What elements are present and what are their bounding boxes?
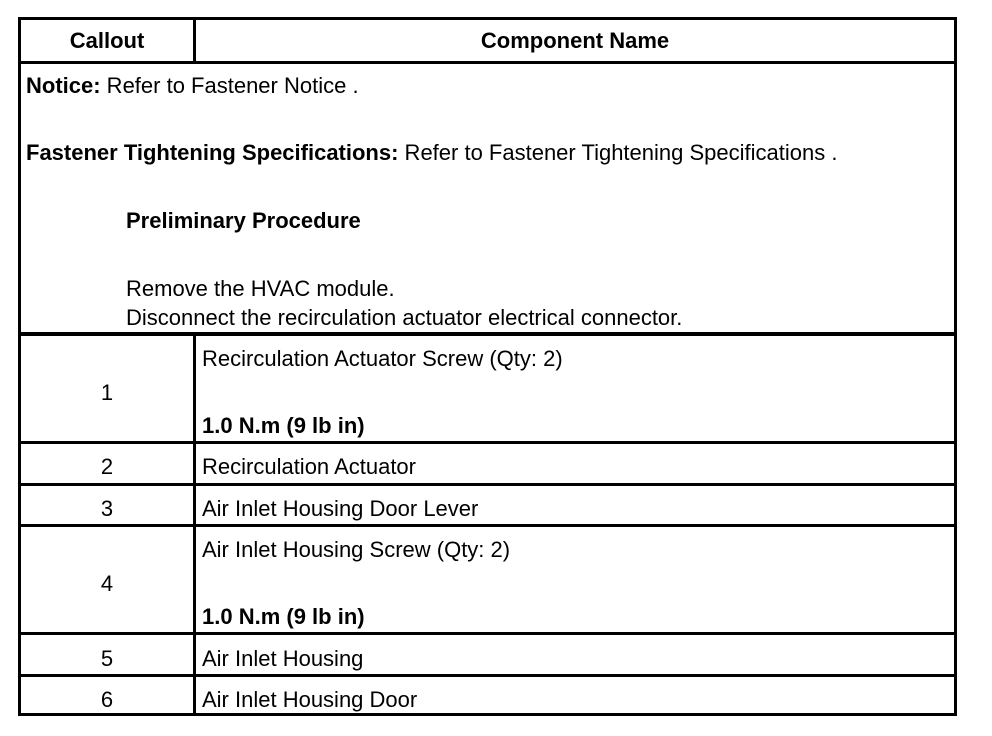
row-1-name: Recirculation Actuator Screw (Qty: 2) [202,346,563,371]
header-bottom-border [21,61,954,64]
row-1-bottom-border [21,441,954,444]
preliminary-step-1: Remove the HVAC module. [126,276,395,301]
row-4-bottom-border [21,632,954,635]
row-5-bottom-border [21,674,954,677]
row-4-spec: 1.0 N.m (9 lb in) [202,604,365,629]
row-5-callout: 5 [100,646,114,671]
spec-label: Fastener Tightening Specifications: [26,140,399,165]
row-1-callout: 1 [100,380,114,405]
row-6-name: Air Inlet Housing Door [202,687,418,712]
row-4-callout: 4 [100,571,114,596]
row-5-name: Air Inlet Housing [202,646,364,671]
preliminary-step-2: Disconnect the recirculation actuator electrical connector. [126,305,683,330]
preliminary-title: Preliminary Procedure [126,208,361,233]
notice-line [26,73,359,99]
row-2-name: Recirculation Actuator [202,454,416,479]
row-3-callout: 3 [100,496,114,521]
header-divider [193,20,196,62]
notes-bottom-border [21,332,954,336]
component-table [18,17,957,716]
row-2-bottom-border [21,483,954,486]
header-component-name: Component Name [480,28,670,53]
row-3-name: Air Inlet Housing Door Lever [202,496,479,521]
row-1-spec: 1.0 N.m (9 lb in) [202,413,365,438]
notice-text: Refer to Fastener Notice . [100,73,359,98]
header-callout: Callout [69,28,145,53]
spec-line [26,140,837,166]
notice-label: Notice: [26,73,101,98]
row-4-name: Air Inlet Housing Screw (Qty: 2) [202,537,511,562]
row-2-callout: 2 [100,454,114,479]
spec-text: Refer to Fastener Tightening Specifications . [398,140,838,165]
row-3-bottom-border [21,524,954,527]
row-6-callout: 6 [100,687,114,712]
